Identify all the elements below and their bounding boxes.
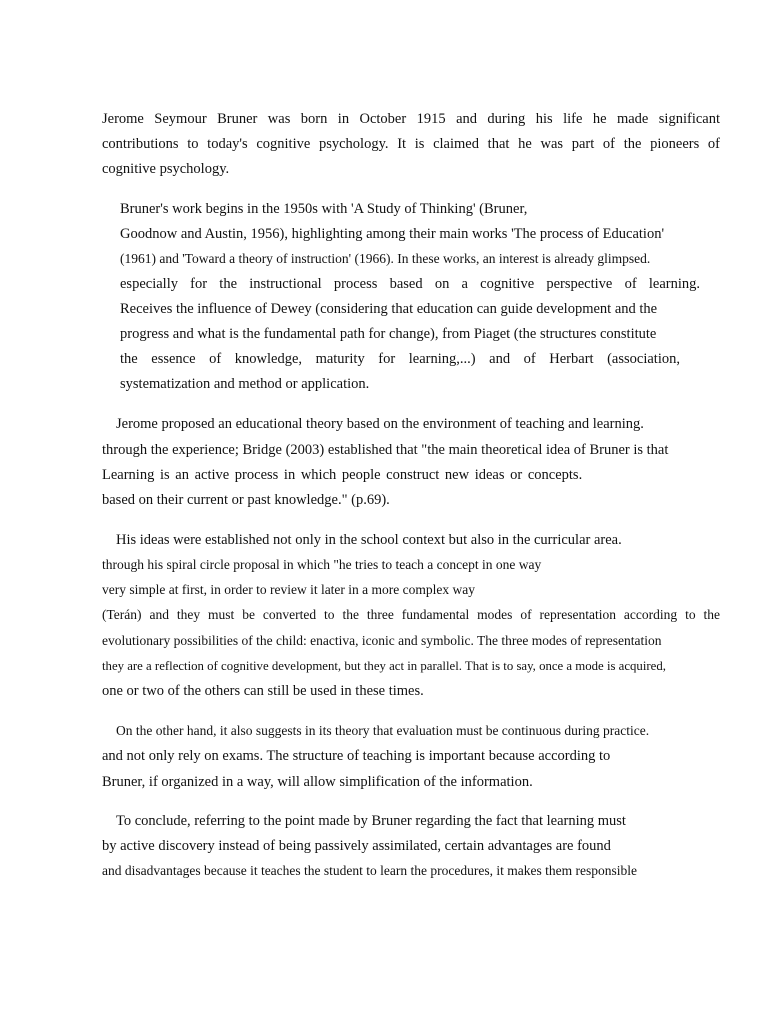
paragraph-4-line-4: (Terán) and they must be converted to the three fundamental modes of representation according to the — [102, 607, 720, 622]
paragraph-6-line-2: by active discovery instead of being passively assimilated, certain advantages are found — [102, 838, 611, 854]
paragraph-1-line-1: Jerome Seymour Bruner was born in October 1915 and during his life he made significant — [102, 111, 720, 127]
paragraph-5-line-2: and not only rely on exams. The structure of teaching is important because according to — [102, 748, 611, 764]
paragraph-4-line-3: very simple at first, in order to review it later in a more complex way — [102, 582, 476, 597]
paragraph-5-line-1: On the other hand, it also suggests in its theory that evaluation must be continuous during practice. — [116, 723, 650, 738]
paragraph-4-line-5: evolutionary possibilities of the child: enactiva, iconic and symbolic. The three modes of representation — [102, 633, 662, 648]
paragraph-6-line-3: and disadvantages because it teaches the student to learn the procedures, it makes them responsible — [102, 863, 637, 878]
paragraph-4-line-2: through his spiral circle proposal in which "he tries to teach a concept in one way — [102, 557, 542, 572]
paragraph-4-line-1: His ideas were established not only in the school context but also in the curricular area. — [116, 532, 622, 548]
paragraph-6-line-1: To conclude, referring to the point made by Bruner regarding the fact that learning must — [116, 813, 626, 829]
paragraph-3-line-3: Learning is an active process in which people construct new ideas or concepts. — [102, 467, 583, 483]
paragraph-2-line-4: especially for the instructional process based on a cognitive perspective of learning. — [120, 276, 700, 292]
paragraph-1-line-2: contributions to today's cognitive psychology. It is claimed that he was part of the pioneers of — [102, 136, 720, 152]
paragraph-2-line-6: progress and what is the fundamental path for change), from Piaget (the structures constitute — [120, 326, 657, 342]
paragraph-2-line-2: Goodnow and Austin, 1956), highlighting among their main works 'The process of Education' — [120, 226, 665, 242]
paragraph-2-line-5: Receives the influence of Dewey (considering that education can guide development and the — [120, 301, 658, 317]
paragraph-2-line-8: systematization and method or application. — [120, 376, 370, 392]
paragraph-3-line-4: based on their current or past knowledge." (p.69). — [102, 492, 390, 508]
paragraph-1-line-3: cognitive psychology. — [102, 161, 230, 177]
paragraph-3-line-2: through the experience; Bridge (2003) established that "the main theoretical idea of Bruner is that — [102, 442, 669, 458]
paragraph-2-line-1: Bruner's work begins in the 1950s with 'A Study of Thinking' (Bruner, — [120, 201, 528, 217]
paragraph-4-line-7: one or two of the others can still be used in these times. — [102, 683, 424, 699]
paragraph-4-line-6: they are a reflection of cognitive development, but they act in parallel. That is to say, once a mode is acquired, — [102, 659, 666, 673]
paragraph-2-line-3: (1961) and 'Toward a theory of instruction' (1966). In these works, an interest is already glimpsed. — [120, 251, 651, 266]
paragraph-2-line-7: the essence of knowledge, maturity for learning,...) and of Herbart (association, — [120, 351, 680, 367]
paragraph-5-line-3: Bruner, if organized in a way, will allow simplification of the information. — [102, 774, 533, 790]
paragraph-3-line-1: Jerome proposed an educational theory based on the environment of teaching and learning. — [116, 416, 644, 432]
